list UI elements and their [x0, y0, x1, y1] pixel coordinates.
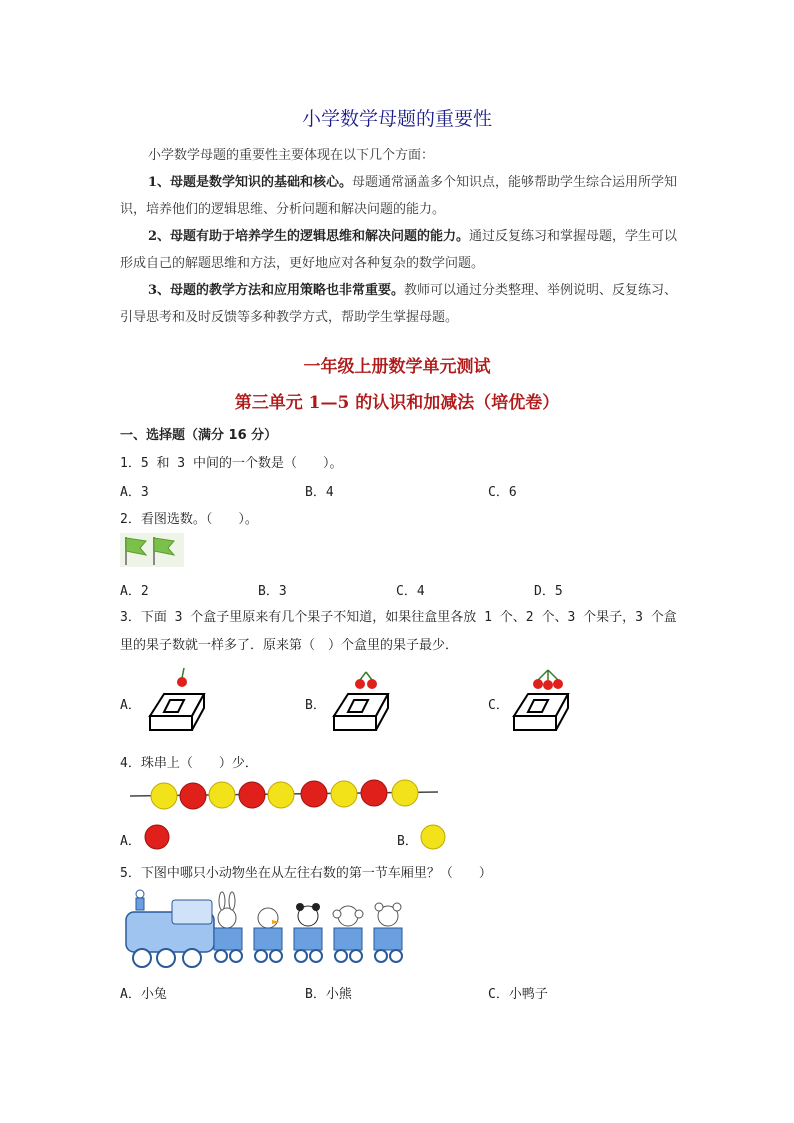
bead-icon	[301, 781, 327, 807]
bead-icon	[209, 782, 235, 808]
intro-point-3	[120, 277, 680, 331]
bead-icon	[151, 783, 177, 809]
q2-option-d: D．5	[534, 584, 563, 599]
intro-point-1-bold: 1、母题是数学知识的基础和核心。	[148, 175, 353, 190]
intro-point-3-text: 教师可以通过分类整理、举例说明、反复练习、引导思考和及时反馈等多种教学方式，帮助学生掌握母题。	[120, 283, 678, 325]
box-one-cherry-image	[144, 664, 214, 738]
locomotive-icon	[126, 890, 214, 967]
q4-option-a: A．	[120, 834, 141, 849]
intro-lead: 小学数学母题的重要性主要体现在以下几个方面：	[148, 148, 435, 163]
bead-icon	[239, 782, 265, 808]
train-car-duck	[254, 908, 282, 962]
test-subtitle: 第三单元 1—5 的认识和加减法（培优卷）	[234, 393, 560, 413]
q4-option-b: B．	[397, 834, 418, 849]
intro-point-2-text: 通过反复练习和掌握母题，学生可以形成自己的解题思维和方法，更好地应对各种复杂的数学问题。	[120, 229, 678, 271]
train-car-panda	[294, 903, 322, 962]
q5-option-c: C．小鸭子	[488, 987, 548, 1002]
cherry-icon	[367, 679, 377, 689]
q1-option-c: C．6	[488, 485, 517, 500]
box-two-cherries-image	[328, 664, 398, 738]
animal-train-image	[122, 886, 418, 970]
bead-icon	[361, 780, 387, 806]
box-three-cherries-image	[508, 664, 578, 738]
bead-string-image	[130, 778, 440, 814]
bead-icon	[392, 780, 418, 806]
question-4: 4．珠串上（ ）少．	[120, 756, 258, 771]
cherry-icon	[553, 679, 563, 689]
train-car-bear	[374, 903, 402, 962]
question-1: 1．5 和 3 中间的一个数是（ ）。	[120, 456, 343, 471]
question-5: 5．下图中哪只小动物坐在从左往右数的第一节车厢里？（ ）	[120, 866, 492, 881]
q2-option-c: C．4	[396, 584, 425, 599]
q5-option-b: B．小熊	[305, 987, 352, 1002]
bead-icon	[331, 781, 357, 807]
intro-point-2	[120, 223, 680, 277]
section-heading: 一、选择题（满分 16 分）	[120, 428, 278, 443]
yellow-bead-icon	[420, 824, 446, 850]
question-3: 3．下面 3 个盒子里原来有几个果子不知道，如果往盒里各放 1 个、2 个、3 个果子，3 个盒	[120, 610, 677, 625]
question-3-line2: 里的果子数就一样多了．原来第（ ）个盒里的果子最少．	[120, 638, 459, 653]
flags-image	[120, 533, 184, 567]
cherry-icon	[355, 679, 365, 689]
train-car-rabbit	[214, 892, 242, 962]
cherry-icon	[177, 677, 187, 687]
test-title: 一年级上册数学单元测试	[303, 357, 491, 377]
bead-icon	[268, 782, 294, 808]
intro-point-1	[120, 169, 680, 223]
q3-option-a: A．	[120, 698, 141, 713]
train-car-monkey	[333, 906, 363, 962]
page-title: 小学数学母题的重要性	[301, 108, 492, 130]
q2-option-a: A．2	[120, 584, 149, 599]
intro-point-1-text: 母题通常涵盖多个知识点，能够帮助学生综合运用所学知识，培养他们的逻辑思维、分析问题和解决问题的能力。	[120, 175, 678, 217]
q2-option-b: B．3	[258, 584, 287, 599]
q1-option-a: A．3	[120, 485, 149, 500]
cherry-icon	[533, 679, 543, 689]
intro-point-2-bold: 2、母题有助于培养学生的逻辑思维和解决问题的能力。	[148, 229, 470, 244]
red-bead-icon	[144, 824, 170, 850]
cherry-icon	[543, 680, 553, 690]
intro-point-3-bold: 3、母题的教学方法和应用策略也非常重要。	[148, 283, 405, 298]
q3-option-b: B．	[305, 698, 326, 713]
q3-option-c: C．	[488, 698, 509, 713]
bead-icon	[180, 783, 206, 809]
question-2: 2．看图选数。（ ）。	[120, 512, 258, 527]
q1-option-b: B．4	[305, 485, 334, 500]
q5-option-a: A．小兔	[120, 987, 167, 1002]
